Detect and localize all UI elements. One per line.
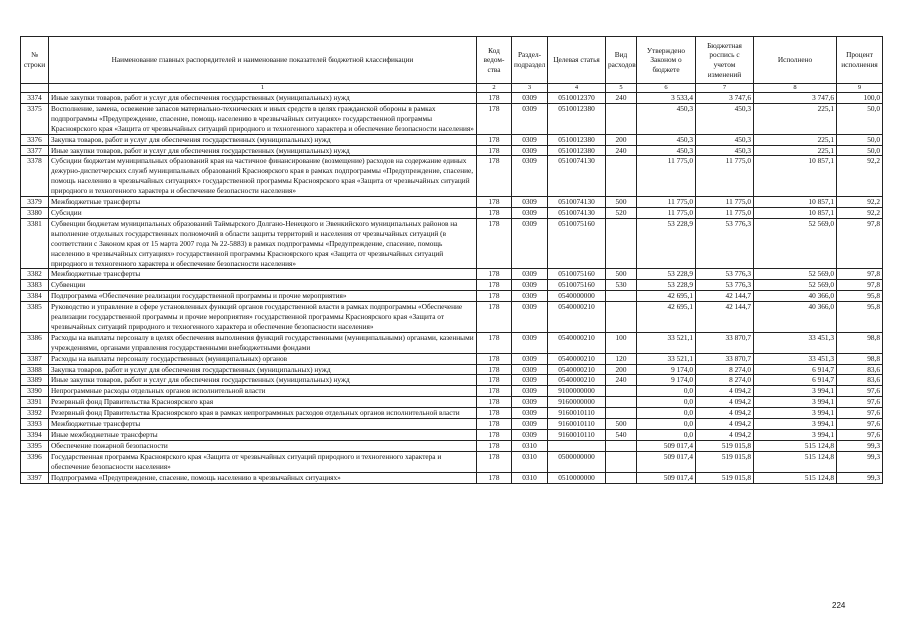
table-row xyxy=(21,302,883,333)
budget-list-amount: 4 094,2 xyxy=(696,419,754,430)
target-article: 0540000210 xyxy=(548,302,606,333)
dept-code: 178 xyxy=(477,386,512,397)
column-number: 5 xyxy=(606,84,637,93)
approved-amount: 9 174,0 xyxy=(637,375,696,386)
section-code: 0309 xyxy=(512,103,548,134)
budget-list-amount: 8 274,0 xyxy=(696,364,754,375)
expense-type: 540 xyxy=(606,430,637,441)
col-header-dept: Код ведом-ства xyxy=(477,37,512,84)
row-name: Межбюджетные трансферты xyxy=(49,419,477,430)
target-article: 9160010110 xyxy=(548,430,606,441)
executed-amount: 33 451,3 xyxy=(754,353,837,364)
expense-type xyxy=(606,103,637,134)
budget-list-amount: 519 015,8 xyxy=(696,440,754,451)
column-number: 1 xyxy=(49,84,477,93)
execution-percent: 99,3 xyxy=(837,472,883,483)
header-row xyxy=(21,37,883,84)
expense-type xyxy=(606,408,637,419)
section-code: 0310 xyxy=(512,451,548,472)
row-name: Закупка товаров, работ и услуг для обеспечения государственных (муниципальных) нужд xyxy=(49,134,477,145)
approved-amount: 33 521,1 xyxy=(637,332,696,353)
row-number: 3392 xyxy=(21,408,49,419)
row-number: 3375 xyxy=(21,103,49,134)
row-number: 3378 xyxy=(21,156,49,197)
row-number: 3376 xyxy=(21,134,49,145)
column-number: 2 xyxy=(477,84,512,93)
budget-list-amount: 4 094,2 xyxy=(696,397,754,408)
row-name: Подпрограмма «Предупреждение, спасение, помощь населению в чрезвычайных ситуациях» xyxy=(49,472,477,483)
row-name: Расходы на выплаты персоналу государственных (муниципальных) органов xyxy=(49,353,477,364)
executed-amount: 515 124,8 xyxy=(754,440,837,451)
expense-type xyxy=(606,386,637,397)
expense-type xyxy=(606,218,637,269)
executed-amount: 3 747,6 xyxy=(754,93,837,104)
executed-amount: 52 569,0 xyxy=(754,269,837,280)
section-code: 0310 xyxy=(512,472,548,483)
col-header-row-no: № строки xyxy=(21,37,49,84)
dept-code: 178 xyxy=(477,93,512,104)
approved-amount: 33 521,1 xyxy=(637,353,696,364)
budget-list-amount: 11 775,0 xyxy=(696,197,754,208)
section-code: 0309 xyxy=(512,302,548,333)
dept-code: 178 xyxy=(477,440,512,451)
approved-amount: 53 228,9 xyxy=(637,280,696,291)
row-number: 3389 xyxy=(21,375,49,386)
target-article: 0540000210 xyxy=(548,332,606,353)
table-row xyxy=(21,353,883,364)
dept-code: 178 xyxy=(477,332,512,353)
dept-code: 178 xyxy=(477,419,512,430)
target-article: 9160000000 xyxy=(548,397,606,408)
approved-amount: 42 695,1 xyxy=(637,291,696,302)
target-article: 0500000000 xyxy=(548,451,606,472)
budget-list-amount: 8 274,0 xyxy=(696,375,754,386)
dept-code: 178 xyxy=(477,280,512,291)
row-name: Иные закупки товаров, работ и услуг для обеспечения государственных (муниципальных) нужд xyxy=(49,93,477,104)
table-row xyxy=(21,207,883,218)
row-name: Закупка товаров, работ и услуг для обеспечения государственных (муниципальных) нужд xyxy=(49,364,477,375)
expense-type xyxy=(606,291,637,302)
expense-type: 240 xyxy=(606,375,637,386)
table-row xyxy=(21,218,883,269)
section-code: 0309 xyxy=(512,291,548,302)
target-article: 0540000000 xyxy=(548,291,606,302)
execution-percent: 97,8 xyxy=(837,269,883,280)
target-article: 0510074130 xyxy=(548,156,606,197)
table-row xyxy=(21,408,883,419)
execution-percent: 97,6 xyxy=(837,408,883,419)
dept-code: 178 xyxy=(477,291,512,302)
dept-code: 178 xyxy=(477,134,512,145)
dept-code: 178 xyxy=(477,207,512,218)
budget-list-amount: 3 747,6 xyxy=(696,93,754,104)
page-number: 224 xyxy=(832,601,846,610)
col-header-executed: Исполнено xyxy=(754,37,837,84)
row-name: Государственная программа Красноярского края «Защита от чрезвычайных ситуаций природного и техногенного характера и обеспечение безопасности населения» xyxy=(49,451,477,472)
column-number: 4 xyxy=(548,84,606,93)
approved-amount: 53 228,9 xyxy=(637,218,696,269)
approved-amount: 450,3 xyxy=(637,134,696,145)
target-article: 0510000000 xyxy=(548,472,606,483)
expense-type: 520 xyxy=(606,207,637,218)
budget-list-amount: 450,3 xyxy=(696,103,754,134)
row-name: Субсидии бюджетам муниципальных образований края на частичное финансирование (возмещение) расходов на содержание единых дежурно-диспетчерских служб муниципальных образований Красноярского края в рамках подпрограммы «Предупреждение, спасение, помощь населению в чрезвычайных ситуациях» государственной программы Красноярского края «Защита от чрезвычайных ситуаций природного и техногенного характера и обеспечение безопасности населения» xyxy=(49,156,477,197)
execution-percent: 97,8 xyxy=(837,218,883,269)
budget-list-amount: 519 015,8 xyxy=(696,451,754,472)
column-number: 3 xyxy=(512,84,548,93)
budget-list-amount: 11 775,0 xyxy=(696,156,754,197)
expense-type: 200 xyxy=(606,364,637,375)
target-article: 0510075160 xyxy=(548,280,606,291)
row-name: Непрограммные расходы отдельных органов исполнительной власти xyxy=(49,386,477,397)
target-article: 9160010110 xyxy=(548,408,606,419)
approved-amount: 11 775,0 xyxy=(637,197,696,208)
executed-amount: 6 914,7 xyxy=(754,364,837,375)
col-header-percent: Процент исполнения xyxy=(837,37,883,84)
row-name: Руководство и управление в сфере установленных функций органов государственной власти в рамках подпрограммы «Обеспечение реализации государственной программы и прочие мероприятия» государственной программы Красноярского края «Защита от чрезвычайных ситуаций природного и техногенного характера и обеспечение безопасности населения» xyxy=(49,302,477,333)
dept-code: 178 xyxy=(477,197,512,208)
section-code: 0309 xyxy=(512,364,548,375)
expense-type xyxy=(606,451,637,472)
expense-type: 530 xyxy=(606,280,637,291)
row-number: 3380 xyxy=(21,207,49,218)
dept-code: 178 xyxy=(477,156,512,197)
dept-code: 178 xyxy=(477,375,512,386)
row-name: Межбюджетные трансферты xyxy=(49,197,477,208)
execution-percent: 97,6 xyxy=(837,430,883,441)
approved-amount: 3 533,4 xyxy=(637,93,696,104)
budget-list-amount: 11 775,0 xyxy=(696,207,754,218)
target-article xyxy=(548,440,606,451)
section-code: 0309 xyxy=(512,430,548,441)
section-code: 0309 xyxy=(512,207,548,218)
section-code: 0309 xyxy=(512,93,548,104)
budget-list-amount: 53 776,3 xyxy=(696,280,754,291)
approved-amount: 0,0 xyxy=(637,408,696,419)
table-row xyxy=(21,156,883,197)
row-name: Иные закупки товаров, работ и услуг для обеспечения государственных (муниципальных) нужд xyxy=(49,375,477,386)
col-header-target: Целевая статья xyxy=(548,37,606,84)
row-number: 3388 xyxy=(21,364,49,375)
executed-amount: 10 857,1 xyxy=(754,207,837,218)
row-number: 3377 xyxy=(21,145,49,156)
table-row xyxy=(21,430,883,441)
approved-amount: 42 695,1 xyxy=(637,302,696,333)
row-number: 3379 xyxy=(21,197,49,208)
execution-percent: 50,0 xyxy=(837,145,883,156)
target-article: 0540000210 xyxy=(548,364,606,375)
approved-amount: 0,0 xyxy=(637,386,696,397)
execution-percent: 95,8 xyxy=(837,291,883,302)
executed-amount: 225,1 xyxy=(754,145,837,156)
approved-amount: 0,0 xyxy=(637,419,696,430)
col-header-expense-type: Вид расходов xyxy=(606,37,637,84)
table-row xyxy=(21,332,883,353)
executed-amount: 3 994,1 xyxy=(754,408,837,419)
expense-type xyxy=(606,156,637,197)
execution-percent: 50,0 xyxy=(837,134,883,145)
col-header-approved: Утверждено Законом о бюджете xyxy=(637,37,696,84)
target-article: 0540000210 xyxy=(548,353,606,364)
budget-list-amount: 53 776,3 xyxy=(696,269,754,280)
section-code: 0309 xyxy=(512,419,548,430)
row-number: 3385 xyxy=(21,302,49,333)
table-row xyxy=(21,440,883,451)
dept-code: 178 xyxy=(477,302,512,333)
dept-code: 178 xyxy=(477,364,512,375)
column-number-row xyxy=(21,84,883,93)
execution-percent: 95,8 xyxy=(837,302,883,333)
row-number: 3397 xyxy=(21,472,49,483)
table-row xyxy=(21,103,883,134)
row-name: Подпрограмма «Обеспечение реализации государственной программы и прочие мероприятия» xyxy=(49,291,477,302)
approved-amount: 9 174,0 xyxy=(637,364,696,375)
executed-amount: 6 914,7 xyxy=(754,375,837,386)
row-number: 3390 xyxy=(21,386,49,397)
target-article: 0510012380 xyxy=(548,145,606,156)
budget-list-amount: 53 776,3 xyxy=(696,218,754,269)
column-number: 9 xyxy=(837,84,883,93)
row-number: 3384 xyxy=(21,291,49,302)
section-code: 0309 xyxy=(512,353,548,364)
section-code: 0309 xyxy=(512,156,548,197)
target-article: 0510075160 xyxy=(548,218,606,269)
expense-type: 240 xyxy=(606,93,637,104)
approved-amount: 450,3 xyxy=(637,103,696,134)
budget-list-amount: 42 144,7 xyxy=(696,291,754,302)
row-name: Расходы на выплаты персоналу в целях обеспечения выполнения функций государственными (муниципальными) органами, казенными учреждениями, органами управления государственными внебюджетными фондами xyxy=(49,332,477,353)
executed-amount: 3 994,1 xyxy=(754,386,837,397)
table-row xyxy=(21,291,883,302)
row-name: Субсидии xyxy=(49,207,477,218)
execution-percent: 92,2 xyxy=(837,156,883,197)
expense-type: 200 xyxy=(606,134,637,145)
section-code: 0309 xyxy=(512,269,548,280)
row-number: 3381 xyxy=(21,218,49,269)
target-article: 0510012380 xyxy=(548,103,606,134)
target-article: 9160010110 xyxy=(548,419,606,430)
section-code: 0309 xyxy=(512,134,548,145)
section-code: 0309 xyxy=(512,332,548,353)
row-name: Межбюджетные трансферты xyxy=(49,269,477,280)
approved-amount: 11 775,0 xyxy=(637,156,696,197)
row-name: Восполнение, замена, освежение запасов материально-технических и иных средств в целях гражданской обороны в рамках подпрограммы «Предупреждение, спасение, помощь населению в чрезвычайных ситуациях» государственной программы Красноярского края «Защита от чрезвычайных ситуаций природного и техногенного характера и обеспечение безопасности населения» xyxy=(49,103,477,134)
executed-amount: 3 994,1 xyxy=(754,419,837,430)
execution-percent: 99,3 xyxy=(837,451,883,472)
budget-list-amount: 450,3 xyxy=(696,134,754,145)
row-name: Резервный фонд Правительства Красноярского края в рамках непрограммных расходов отдельных органов исполнительной власти xyxy=(49,408,477,419)
row-number: 3386 xyxy=(21,332,49,353)
execution-percent: 98,8 xyxy=(837,353,883,364)
executed-amount: 33 451,3 xyxy=(754,332,837,353)
row-name: Субвенции xyxy=(49,280,477,291)
approved-amount: 509 017,4 xyxy=(637,472,696,483)
target-article: 0510074130 xyxy=(548,207,606,218)
row-number: 3396 xyxy=(21,451,49,472)
row-name: Обеспечение пожарной безопасности xyxy=(49,440,477,451)
section-code: 0309 xyxy=(512,375,548,386)
executed-amount: 40 366,0 xyxy=(754,302,837,333)
budget-list-amount: 4 094,2 xyxy=(696,430,754,441)
section-code: 0309 xyxy=(512,197,548,208)
budget-list-amount: 42 144,7 xyxy=(696,302,754,333)
expense-type: 120 xyxy=(606,353,637,364)
approved-amount: 0,0 xyxy=(637,397,696,408)
approved-amount: 509 017,4 xyxy=(637,440,696,451)
target-article: 0510012370 xyxy=(548,93,606,104)
expense-type xyxy=(606,302,637,333)
approved-amount: 509 017,4 xyxy=(637,451,696,472)
table-row xyxy=(21,134,883,145)
executed-amount: 225,1 xyxy=(754,134,837,145)
row-number: 3394 xyxy=(21,430,49,441)
executed-amount: 40 366,0 xyxy=(754,291,837,302)
table-row xyxy=(21,280,883,291)
dept-code: 178 xyxy=(477,397,512,408)
row-name: Резервный фонд Правительства Красноярского края xyxy=(49,397,477,408)
budget-list-amount: 33 870,7 xyxy=(696,332,754,353)
executed-amount: 52 569,0 xyxy=(754,280,837,291)
column-number xyxy=(21,84,49,93)
row-number: 3383 xyxy=(21,280,49,291)
execution-percent: 83,6 xyxy=(837,364,883,375)
expense-type: 240 xyxy=(606,145,637,156)
execution-percent: 100,0 xyxy=(837,93,883,104)
section-code: 0309 xyxy=(512,218,548,269)
column-number: 7 xyxy=(696,84,754,93)
budget-list-amount: 450,3 xyxy=(696,145,754,156)
execution-percent: 83,6 xyxy=(837,375,883,386)
table-row xyxy=(21,197,883,208)
col-header-name: Наименование главных распорядителей и наименование показателей бюджетной классификации xyxy=(49,37,477,84)
col-header-budget-list: Бюджетная роспись с учетом изменений xyxy=(696,37,754,84)
column-number: 8 xyxy=(754,84,837,93)
executed-amount: 225,1 xyxy=(754,103,837,134)
section-code: 0309 xyxy=(512,280,548,291)
row-number: 3374 xyxy=(21,93,49,104)
budget-list-amount: 519 015,8 xyxy=(696,472,754,483)
execution-percent: 99,3 xyxy=(837,440,883,451)
row-name: Субвенции бюджетам муниципальных образований Таймырского Долгано-Ненецкого и Эвенкийского муниципальных районов на выполнение отдельных государственных полномочий в области защиты территорий и населения от чрезвычайных ситуаций (в соответствии с Законом края от 15 марта 2007 года № 22-5883) в рамках подпрограммы «Предупреждение, спасение, помощь населению в чрезвычайных ситуациях» государственной программы Красноярского края «Защита от чрезвычайных ситуаций природного и техногенного характера и обеспечение безопасности населения» xyxy=(49,218,477,269)
table-row xyxy=(21,397,883,408)
expense-type: 500 xyxy=(606,419,637,430)
expense-type xyxy=(606,397,637,408)
approved-amount: 53 228,9 xyxy=(637,269,696,280)
dept-code: 178 xyxy=(477,353,512,364)
executed-amount: 515 124,8 xyxy=(754,472,837,483)
row-name: Иные межбюджетные трансферты xyxy=(49,430,477,441)
budget-table xyxy=(20,36,883,484)
table-row xyxy=(21,93,883,104)
target-article: 9100000000 xyxy=(548,386,606,397)
executed-amount: 10 857,1 xyxy=(754,197,837,208)
column-number: 6 xyxy=(637,84,696,93)
executed-amount: 515 124,8 xyxy=(754,451,837,472)
dept-code: 178 xyxy=(477,451,512,472)
table-row xyxy=(21,364,883,375)
table-row xyxy=(21,451,883,472)
execution-percent: 50,0 xyxy=(837,103,883,134)
budget-list-amount: 4 094,2 xyxy=(696,386,754,397)
section-code: 0310 xyxy=(512,440,548,451)
executed-amount: 52 569,0 xyxy=(754,218,837,269)
target-article: 0510075160 xyxy=(548,269,606,280)
execution-percent: 97,6 xyxy=(837,419,883,430)
expense-type: 500 xyxy=(606,269,637,280)
dept-code: 178 xyxy=(477,103,512,134)
execution-percent: 98,8 xyxy=(837,332,883,353)
dept-code: 178 xyxy=(477,145,512,156)
dept-code: 178 xyxy=(477,408,512,419)
section-code: 0309 xyxy=(512,145,548,156)
execution-percent: 92,2 xyxy=(837,207,883,218)
table-row xyxy=(21,419,883,430)
col-header-section: Раздел-подраздел xyxy=(512,37,548,84)
table-row xyxy=(21,472,883,483)
row-name: Иные закупки товаров, работ и услуг для обеспечения государственных (муниципальных) нужд xyxy=(49,145,477,156)
section-code: 0309 xyxy=(512,408,548,419)
dept-code: 178 xyxy=(477,472,512,483)
row-number: 3387 xyxy=(21,353,49,364)
target-article: 0510074130 xyxy=(548,197,606,208)
table-row xyxy=(21,145,883,156)
execution-percent: 92,2 xyxy=(837,197,883,208)
dept-code: 178 xyxy=(477,218,512,269)
target-article: 0510012380 xyxy=(548,134,606,145)
execution-percent: 97,8 xyxy=(837,280,883,291)
expense-type: 500 xyxy=(606,197,637,208)
expense-type: 100 xyxy=(606,332,637,353)
execution-percent: 97,6 xyxy=(837,386,883,397)
budget-list-amount: 4 094,2 xyxy=(696,408,754,419)
expense-type xyxy=(606,472,637,483)
row-number: 3382 xyxy=(21,269,49,280)
table-row xyxy=(21,269,883,280)
executed-amount: 10 857,1 xyxy=(754,156,837,197)
expense-type xyxy=(606,440,637,451)
approved-amount: 0,0 xyxy=(637,430,696,441)
row-number: 3391 xyxy=(21,397,49,408)
approved-amount: 450,3 xyxy=(637,145,696,156)
executed-amount: 3 994,1 xyxy=(754,430,837,441)
table-row xyxy=(21,386,883,397)
budget-report-sheet xyxy=(20,36,882,484)
row-number: 3395 xyxy=(21,440,49,451)
row-number: 3393 xyxy=(21,419,49,430)
table-row xyxy=(21,375,883,386)
budget-list-amount: 33 870,7 xyxy=(696,353,754,364)
dept-code: 178 xyxy=(477,430,512,441)
target-article: 0540000210 xyxy=(548,375,606,386)
dept-code: 178 xyxy=(477,269,512,280)
section-code: 0309 xyxy=(512,397,548,408)
execution-percent: 97,6 xyxy=(837,397,883,408)
approved-amount: 11 775,0 xyxy=(637,207,696,218)
section-code: 0309 xyxy=(512,386,548,397)
executed-amount: 3 994,1 xyxy=(754,397,837,408)
